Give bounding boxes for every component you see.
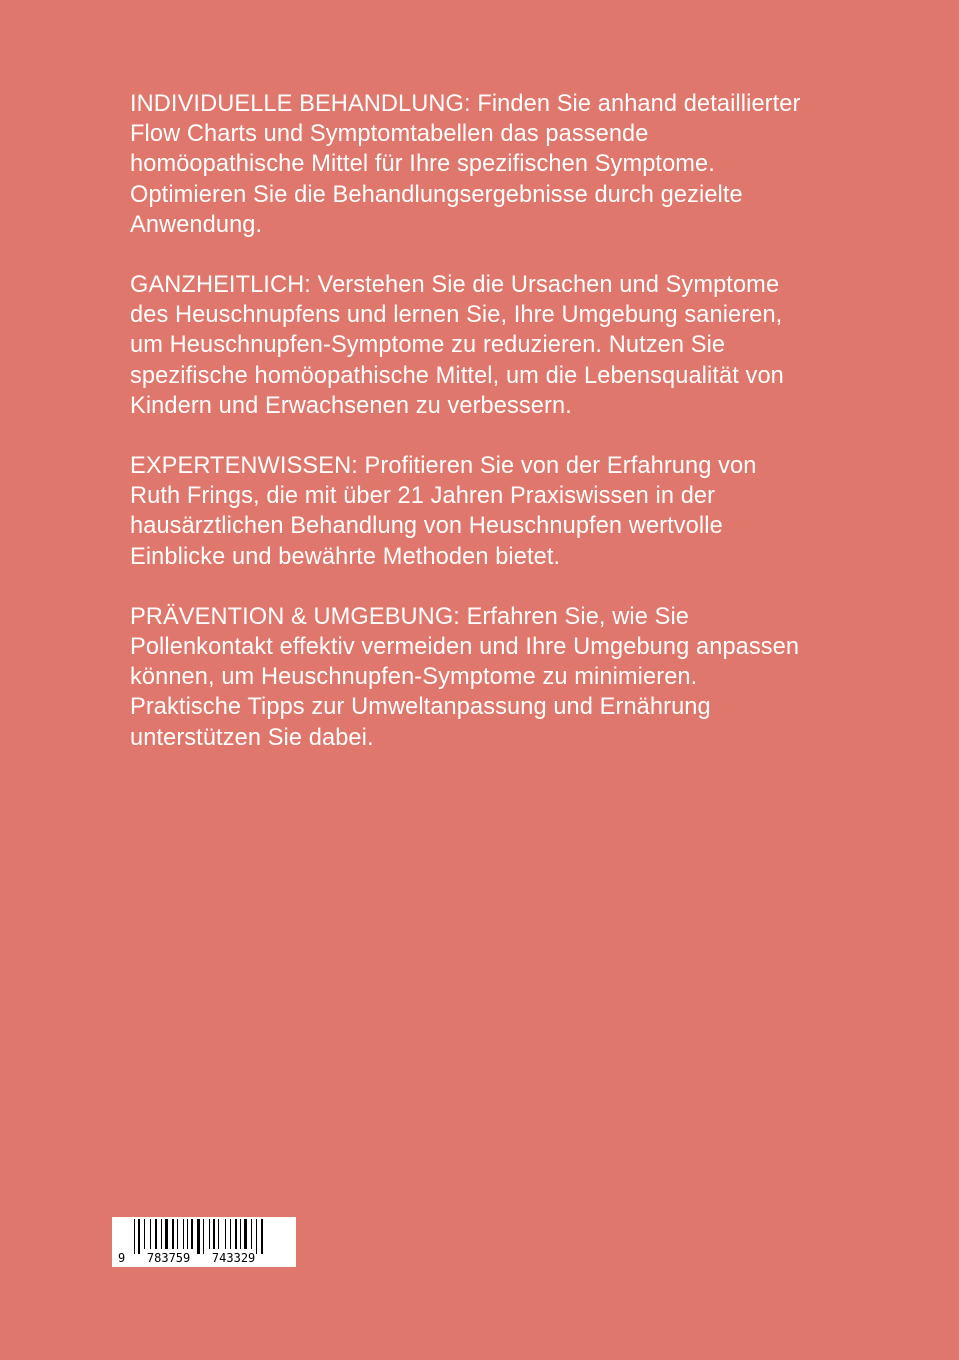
barcode-bar [256, 1219, 257, 1254]
barcode-bar [155, 1219, 157, 1249]
barcode-bar [203, 1219, 204, 1254]
paragraph-individuelle-behandlung: INDIVIDUELLE BEHANDLUNG: Finden Sie anhand detaillierter Flow Charts und Symptomtabellen das passende homöopathische Mittel für Ihre spezifischen Symptome. Optimieren Sie die Behandlungsergebnisse durch gezielte Anwendung. [130, 91, 801, 238]
barcode-bar [225, 1219, 226, 1249]
barcode-bar [144, 1219, 145, 1249]
barcode-bar [235, 1219, 237, 1249]
paragraph-praevention-umgebung: PRÄVENTION & UMGEBUNG: Erfahren Sie, wie Sie Pollenkontakt effektiv vermeiden und Ihre Umgebung anpassen können, um Heuschnupfen-Symptome zu minimieren. Praktische Tipps zur Umweltanpassung und Ernährung unterstützen Sie dabei. [130, 603, 800, 751]
barcode-bar [138, 1219, 140, 1254]
barcode-bar [187, 1219, 188, 1249]
barcode-bar [161, 1219, 162, 1249]
barcode-bar [134, 1219, 135, 1254]
isbn-barcode [112, 1217, 296, 1267]
barcode-digits: 9 783759 743329 [118, 1251, 256, 1265]
barcode-bars [134, 1219, 294, 1249]
barcode-bar [244, 1219, 247, 1249]
paragraph-ganzheitlich: GANZHEITLICH: Verstehen Sie die Ursachen und Symptome des Heuschnupfens und lernen Sie, Ihre Umgebung sanieren, um Heuschnupfen-Symptome zu reduzieren. Nutzen Sie spezifische homöopathische Mittel, um die Lebensqualität von Kindern und Erwachsenen zu verbessern. [130, 272, 784, 419]
barcode-bar [251, 1219, 252, 1249]
blurb-text [130, 89, 810, 783]
barcode-bar [183, 1219, 184, 1249]
barcode-bar [165, 1219, 168, 1249]
barcode-bar [177, 1219, 178, 1249]
paragraph-expertenwissen: EXPERTENWISSEN: Profitieren Sie von der Erfahrung von Ruth Frings, die mit über 21 Jahren Praxiswissen in der hausärztlichen Behandlung von Heuschnupfen wertvolle Einblicke und bewährte Methoden bietet. [130, 453, 757, 570]
barcode-bar [150, 1219, 151, 1249]
barcode-bar [261, 1219, 263, 1254]
barcode-bar [191, 1219, 193, 1249]
barcode-bar [209, 1219, 210, 1249]
barcode-bar [240, 1219, 241, 1249]
barcode-bar [197, 1219, 200, 1254]
barcode-bar [230, 1219, 231, 1249]
barcode-bar [172, 1219, 174, 1249]
barcode-bar [213, 1219, 215, 1249]
barcode-bar [218, 1219, 219, 1249]
